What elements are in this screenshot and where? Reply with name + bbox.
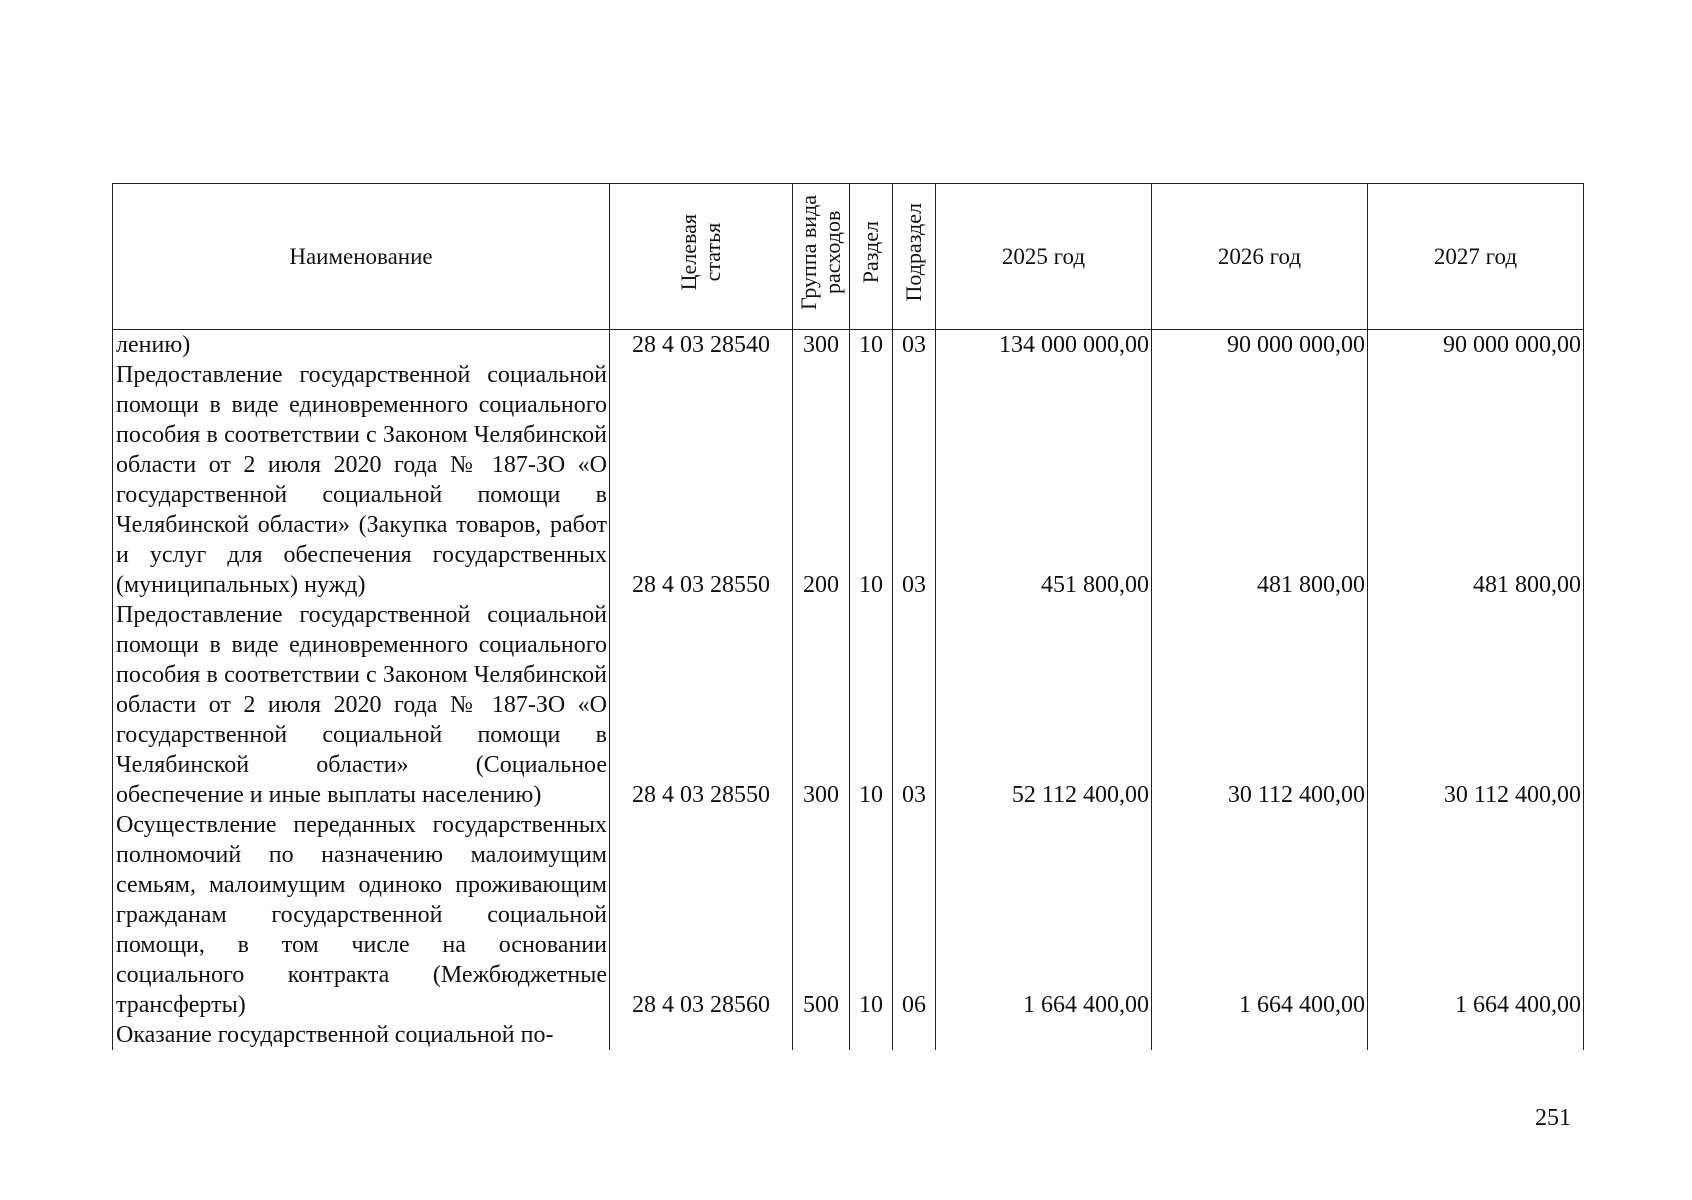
row-name: Предоставление государственной социальной помощи в виде единовременного социального пособия в соответствии с Законом Челябинской области от 2 июля 2020 года № 187-ЗО «О государственной социальной помощи в Челябинской области» (Социальное обеспечение и иные выплаты населению) bbox=[113, 600, 610, 810]
row-name: лению) bbox=[113, 330, 610, 361]
row-amount-2027: 90 000 000,00 bbox=[1368, 330, 1584, 361]
header-expense-group bbox=[793, 184, 850, 330]
row-section: 10 bbox=[850, 330, 893, 361]
header-row bbox=[113, 184, 1584, 330]
table-row bbox=[113, 360, 1584, 600]
header-target-article bbox=[610, 184, 793, 330]
row-target-article: 28 4 03 28550 bbox=[610, 360, 793, 600]
row-target-article: 28 4 03 28550 bbox=[610, 600, 793, 810]
header-2027: 2027 год bbox=[1368, 184, 1584, 330]
row-amount-2025: 52 112 400,00 bbox=[936, 600, 1152, 810]
row-amount-2026 bbox=[1152, 1020, 1368, 1050]
row-subsection: 03 bbox=[893, 600, 936, 810]
row-expense-group: 500 bbox=[793, 810, 850, 1020]
row-amount-2027: 1 664 400,00 bbox=[1368, 810, 1584, 1020]
header-2025: 2025 год bbox=[936, 184, 1152, 330]
row-subsection: 03 bbox=[893, 360, 936, 600]
row-subsection: 03 bbox=[893, 330, 936, 361]
header-target-article-label: Целевая статья bbox=[676, 214, 725, 291]
table-row bbox=[113, 600, 1584, 810]
row-section: 10 bbox=[850, 360, 893, 600]
row-amount-2027: 30 112 400,00 bbox=[1368, 600, 1584, 810]
row-amount-2026: 30 112 400,00 bbox=[1152, 600, 1368, 810]
row-section: 10 bbox=[850, 810, 893, 1020]
row-expense-group: 200 bbox=[793, 360, 850, 600]
header-subsection bbox=[893, 184, 936, 330]
row-subsection bbox=[893, 1020, 936, 1050]
header-section bbox=[850, 184, 893, 330]
row-expense-group bbox=[793, 1020, 850, 1050]
row-amount-2025: 1 664 400,00 bbox=[936, 810, 1152, 1020]
row-amount-2025: 134 000 000,00 bbox=[936, 330, 1152, 361]
row-name: Осуществление переданных государственных полномочий по назначению малоимущим семьям, малоимущим одиноко проживающим гражданам государственной социальной помощи, в том числе на основании социального контракта (Межбюджетные трансферты) bbox=[113, 810, 610, 1020]
page-number: 251 bbox=[1535, 1105, 1571, 1131]
header-section-label: Раздел bbox=[858, 221, 883, 284]
row-expense-group: 300 bbox=[793, 330, 850, 361]
row-expense-group: 300 bbox=[793, 600, 850, 810]
row-target-article bbox=[610, 1020, 793, 1050]
row-subsection: 06 bbox=[893, 810, 936, 1020]
header-expense-group-label: Группа вида расходов bbox=[796, 195, 845, 310]
row-amount-2025 bbox=[936, 1020, 1152, 1050]
row-amount-2027: 481 800,00 bbox=[1368, 360, 1584, 600]
header-2026: 2026 год bbox=[1152, 184, 1368, 330]
row-amount-2026: 1 664 400,00 bbox=[1152, 810, 1368, 1020]
row-amount-2025: 451 800,00 bbox=[936, 360, 1152, 600]
row-target-article: 28 4 03 28540 bbox=[610, 330, 793, 361]
row-target-article: 28 4 03 28560 bbox=[610, 810, 793, 1020]
row-section bbox=[850, 1020, 893, 1050]
header-name: Наименование bbox=[113, 184, 610, 330]
row-amount-2026: 90 000 000,00 bbox=[1152, 330, 1368, 361]
table-row bbox=[113, 330, 1584, 361]
budget-table bbox=[112, 183, 1584, 1050]
row-name: Предоставление государственной социальной помощи в виде единовременного социального пособия в соответствии с Законом Челябинской области от 2 июля 2020 года № 187-ЗО «О государственной социальной помощи в Челябинской области» (Закупка товаров, работ и услуг для обеспечения государственных (муниципальных) нужд) bbox=[113, 360, 610, 600]
row-amount-2026: 481 800,00 bbox=[1152, 360, 1368, 600]
row-section: 10 bbox=[850, 600, 893, 810]
row-amount-2027 bbox=[1368, 1020, 1584, 1050]
table-row bbox=[113, 810, 1584, 1020]
row-name: Оказание государственной социальной по- bbox=[113, 1020, 610, 1050]
table-row bbox=[113, 1020, 1584, 1050]
header-subsection-label: Подраздел bbox=[901, 203, 926, 302]
